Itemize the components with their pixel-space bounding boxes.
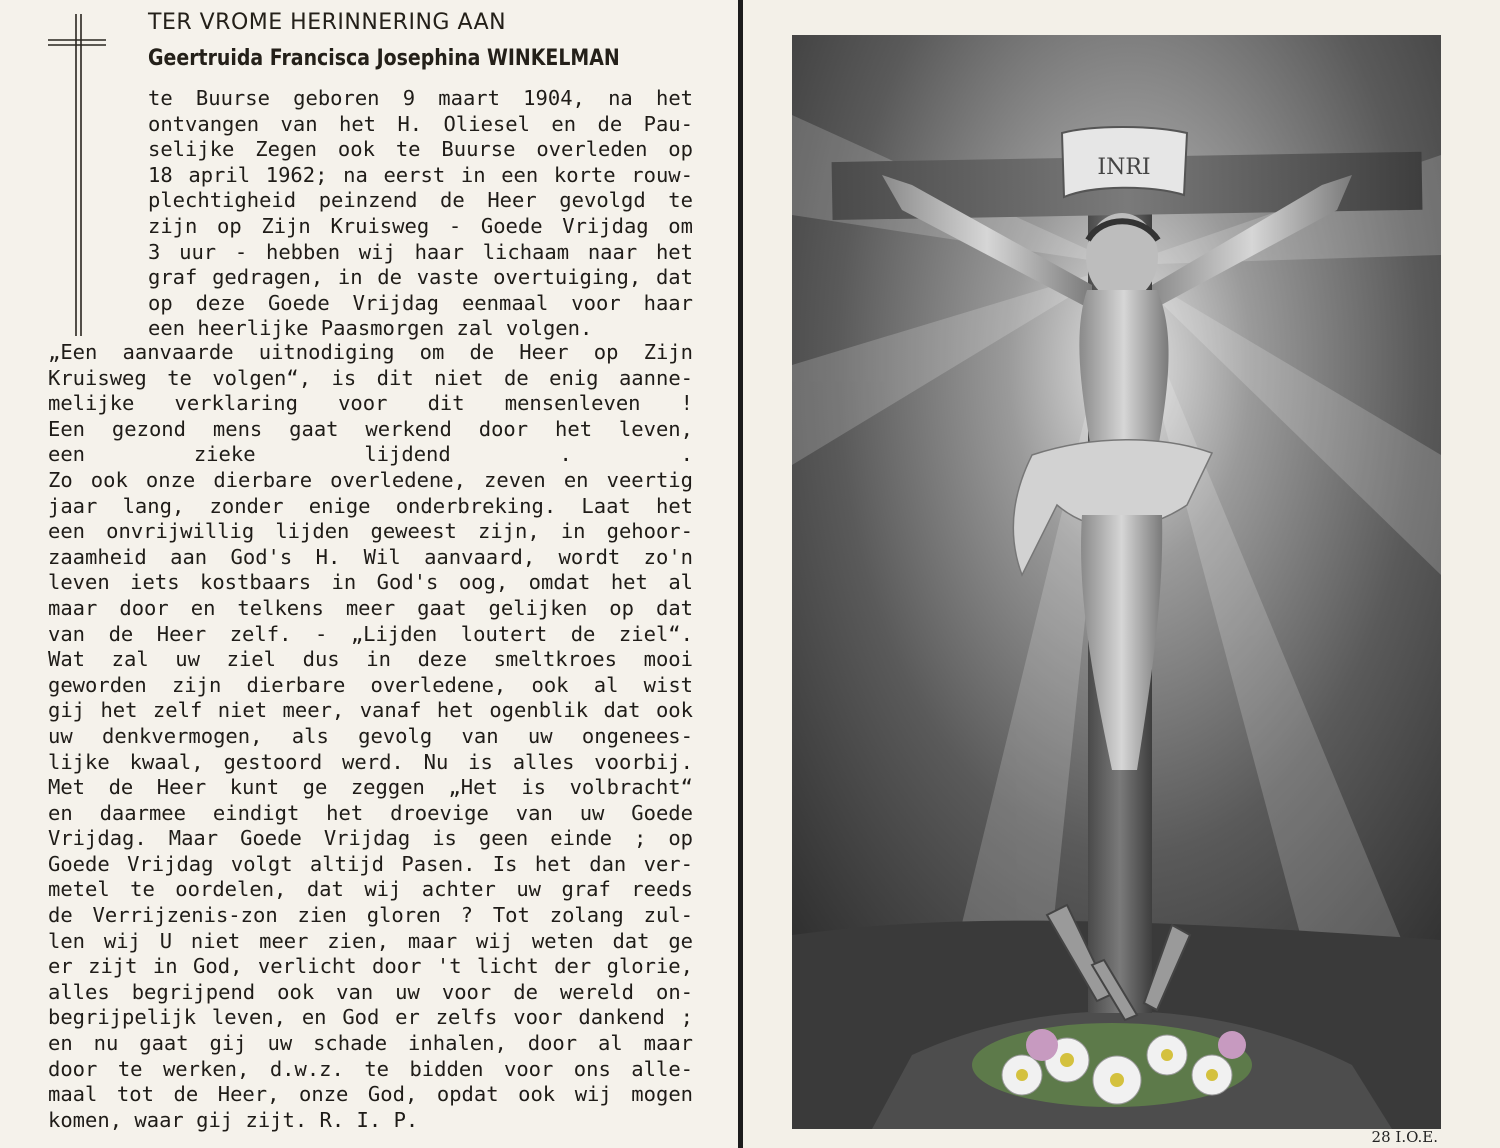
text-line: plechtigheid peinzend de Heer gevolgd te xyxy=(148,188,693,213)
text-line: Goede Vrijdag volgt altijd Pasen. Is het dan ver- xyxy=(48,851,693,876)
text-line: uw denkvermogen, als gevolg van uw ongenees- xyxy=(48,723,693,748)
text-line: een heerlijke Paasmorgen zal volgen. xyxy=(148,316,593,341)
text-line: melijke verklaring voor dit mensenleven ! xyxy=(48,391,693,416)
text-line: geworden zijn dierbare overledene, ook al wist xyxy=(48,672,693,697)
text-line: van de Heer zelf. - „Lijden loutert de ziel“. xyxy=(48,621,693,646)
intro-paragraph xyxy=(148,86,693,342)
text-line: door te werken, d.w.z. te bidden voor ons alle- xyxy=(48,1056,693,1081)
text-line: en nu gaat gij uw schade inhalen, door al maar xyxy=(48,1031,693,1056)
body-paragraph xyxy=(48,340,693,1133)
deceased-name: Geertruida Francisca Josephina WINKELMAN xyxy=(148,46,620,71)
text-line: Met de Heer kunt ge zeggen „Het is volbracht“ xyxy=(48,775,693,800)
text-line: 3 uur - hebben wij haar lichaam naar het xyxy=(148,239,693,264)
text-line: Kruisweg te volgen“, is dit niet de enig aanne- xyxy=(48,365,693,390)
text-line: gij het zelf niet meer, vanaf het ogenblik dat ook xyxy=(48,698,693,723)
text-line: len wij U niet meer zien, maar wij weten dat ge xyxy=(48,928,693,953)
text-line: jaar lang, zonder enige onderbreking. Laat het xyxy=(48,493,693,518)
text-line: ontvangen van het H. Oliesel en de Pau- xyxy=(148,111,693,136)
text-line: Een gezond mens gaat werkend door het leven, xyxy=(48,416,693,441)
text-line: maal tot de Heer, onze God, opdat ook wij mogen xyxy=(48,1082,693,1107)
text-line: een onvrijwillig lijden geweest zijn, in gehoor- xyxy=(48,519,693,544)
text-line: zaamheid aan God's H. Wil aanvaard, wordt zo'n xyxy=(48,544,693,569)
text-line: komen, waar gij zijt. R. I. P. xyxy=(48,1107,419,1132)
crucifix-illustration xyxy=(792,35,1441,1129)
inri-title: INRI xyxy=(1097,155,1151,180)
text-line: leven iets kostbaars in God's oog, omdat het al xyxy=(48,570,693,595)
text-line: de Verrijzenis-zon zien gloren ? Tot zolang zul- xyxy=(48,903,693,928)
crucifix-picture xyxy=(792,35,1441,1129)
print-code: 28 I.O.E. xyxy=(1371,1128,1438,1146)
text-line: en daarmee eindigt het droevige van uw Goede xyxy=(48,800,693,825)
text-line: selijke Zegen ook te Buurse overleden op xyxy=(148,137,693,162)
text-line: er zijt in God, verlicht door 't licht der glorie, xyxy=(48,954,693,979)
text-line: zijn op Zijn Kruisweg - Goede Vrijdag om xyxy=(148,213,693,238)
text-line: lijke kwaal, gestoord werd. Nu is alles voorbij. xyxy=(48,749,693,774)
text-line: Vrijdag. Maar Goede Vrijdag is geen einde ; op xyxy=(48,826,693,851)
text-line: maar door en telkens meer gaat gelijken op dat xyxy=(48,595,693,620)
left-card-text-side xyxy=(0,0,736,1148)
text-line: Wat zal uw ziel dus in deze smeltkroes mooi xyxy=(48,647,693,672)
text-line: metel te oordelen, dat wij achter uw graf reeds xyxy=(48,877,693,902)
text-line: Zo ook onze dierbare overledene, zeven en veertig xyxy=(48,467,693,492)
text-line: alles begrijpend ook van uw voor de wereld on- xyxy=(48,979,693,1004)
memorial-heading: TER VROME HERINNERING AAN xyxy=(148,10,507,35)
text-line: op deze Goede Vrijdag eenmaal voor haar xyxy=(148,290,693,315)
flowers xyxy=(972,1023,1252,1107)
text-line: begrijpelijk leven, en God er zelfs voor dankend ; xyxy=(48,1005,693,1030)
text-line: 18 april 1962; na eerst in een korte rouw- xyxy=(148,162,693,187)
cross-icon xyxy=(48,14,108,336)
text-line: een zieke lijdend . . xyxy=(48,442,693,467)
right-card-picture-side xyxy=(743,0,1500,1148)
text-line: „Een aanvaarde uitnodiging om de Heer op Zijn xyxy=(48,340,693,364)
text-line: te Buurse geboren 9 maart 1904, na het xyxy=(148,86,693,110)
text-line: graf gedragen, in de vaste overtuiging, dat xyxy=(148,265,693,290)
